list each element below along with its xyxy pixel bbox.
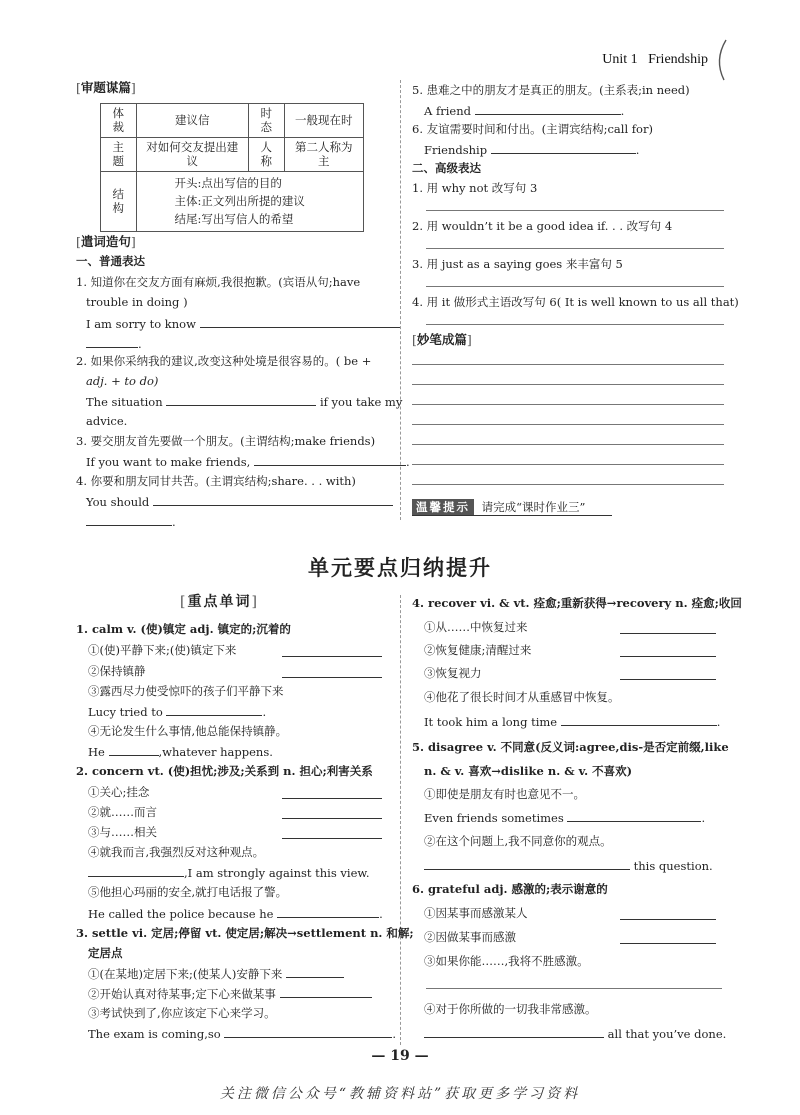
writing-line[interactable] (426, 324, 724, 325)
vocab-answer: all that you’ve done. (424, 1026, 726, 1041)
answer-6: Friendship . (424, 143, 640, 157)
writing-line[interactable] (412, 384, 724, 385)
vocab-item: ①关心;挂念 (88, 785, 150, 799)
vocab-answer: Lucy tried to . (88, 705, 267, 719)
table-row (101, 171, 364, 231)
writing-line[interactable] (412, 444, 724, 445)
vocab-item: ①(在某地)定居下来;(使某人)安静下来 (88, 966, 344, 981)
writing-line[interactable] (412, 464, 724, 465)
structure-line: 主体:正文列出所提的建议 (174, 193, 305, 208)
writing-line[interactable] (412, 404, 724, 405)
answer-blank[interactable] (561, 714, 717, 726)
rewrite-1: 1. 用 why not 改写句 3 (412, 181, 538, 195)
question-1: 1. 知道你在交友方面有麻烦,我很抱歉。(宾语从句;have (76, 275, 361, 289)
word-settle-cont: 定居点 (88, 946, 123, 960)
table-cell: 建议信 (136, 104, 249, 138)
qianci-heading: [遣词造句] (76, 234, 136, 249)
answer-4: You should (86, 494, 393, 509)
question-2-cont: adj. + to do) (86, 374, 159, 388)
table-row (101, 104, 364, 138)
tip-text: 请完成“课时作业三” (481, 500, 586, 514)
table-cell: 第二人称为主 (284, 137, 364, 171)
shenti-heading: [审题谋篇] (76, 80, 136, 95)
header-curve-decoration (712, 38, 732, 82)
unit-label: Unit 1 (602, 52, 638, 67)
answer-blank[interactable] (109, 744, 159, 756)
answer-blank[interactable] (200, 316, 400, 328)
vocab-item: ②因做某事而感激 (424, 930, 516, 944)
vocab-answer: He called the police because he . (88, 907, 383, 921)
column-divider-bottom (400, 595, 401, 1045)
vocab-item: ④对于你所做的一切我非常感激。 (424, 1002, 597, 1016)
answer-blank[interactable] (86, 336, 138, 348)
question-3: 3. 要交朋友首先要做一个朋友。(主谓结构;make friends) (76, 434, 376, 448)
question-5: 5. 患难之中的朋友才是真正的朋友。(主系表;in need) (412, 83, 690, 97)
answer-blank[interactable] (86, 514, 172, 526)
structure-line: 开头:点出写信的目的 (174, 175, 282, 190)
answer-blank[interactable] (567, 810, 701, 822)
table-cell: 体裁 (101, 104, 137, 138)
section-title: 单元要点归纳提升 (308, 556, 492, 580)
tip-banner (412, 500, 612, 516)
vocab-item: ②恢复健康;清醒过来 (424, 643, 532, 657)
table-cell: 人称 (249, 137, 285, 171)
table-cell: 一般现在时 (284, 104, 364, 138)
vocab-item: ①从……中恢复过来 (424, 620, 528, 634)
vocab-item: ②保持镇静 (88, 664, 146, 678)
gaoji-heading: 二、高级表达 (412, 161, 481, 175)
table-row (101, 137, 364, 171)
miaobi-heading: [妙笔成篇] (412, 332, 472, 347)
answer-blank[interactable] (282, 787, 382, 799)
word-grateful: 6. grateful adj. 感激的;表示谢意的 (412, 882, 608, 896)
question-4: 4. 你要和朋友同甘共苦。(主谓宾结构;share. . . with) (76, 474, 356, 488)
answer-blank[interactable] (286, 966, 344, 978)
answer-blank[interactable] (153, 494, 393, 506)
vocab-item: ④无论发生什么事情,他总能保持镇静。 (88, 724, 288, 738)
answer-blank[interactable] (282, 827, 382, 839)
rewrite-3: 3. 用 just as a saying goes 来丰富句 5 (412, 257, 623, 271)
vocab-item: ④就我而言,我强烈反对这种观点。 (88, 845, 265, 859)
vocab-item: ③如果你能……,我将不胜感激。 (424, 954, 589, 968)
answer-blank[interactable] (475, 103, 621, 115)
vocab-answer: ,I am strongly against this view. (88, 865, 370, 880)
answer-blank[interactable] (254, 454, 406, 466)
vocab-item: ③与……相关 (88, 825, 157, 839)
answer-blank[interactable] (424, 858, 630, 870)
vocab-answer: this question. (424, 858, 713, 873)
question-2: 2. 如果你采纳我的建议,改变这种处境是很容易的。( be + (76, 354, 372, 368)
vocab-item: ①因某事而感激某人 (424, 906, 528, 920)
writing-line[interactable] (426, 286, 724, 287)
putong-heading: 一、普通表达 (76, 254, 145, 268)
answer-blank[interactable] (277, 906, 379, 918)
answer-blank[interactable] (282, 807, 382, 819)
word-concern: 2. concern vt. (使)担忧;涉及;关系到 n. 担心;利害关系 (76, 764, 373, 778)
answer-blank[interactable] (424, 1026, 604, 1038)
answer-4-cont: . (86, 514, 176, 529)
vocab-item: ⑤他担心玛丽的安全,就打电话报了警。 (88, 885, 288, 899)
rewrite-2: 2. 用 wouldn’t it be a good idea if. . . 改写句 4 (412, 219, 673, 233)
question-1-cont: trouble in doing ) (86, 295, 188, 309)
word-calm: 1. calm v. (使)镇定 adj. 镇定的;沉着的 (76, 622, 291, 636)
writing-line[interactable] (412, 424, 724, 425)
writing-line[interactable] (412, 484, 724, 485)
footer-note: 关注微信公众号“教辅资料站”获取更多学习资料 (219, 1086, 581, 1102)
page-number: — 19 — (371, 1048, 429, 1064)
answer-blank[interactable] (280, 986, 372, 998)
structure-cell (136, 171, 364, 231)
word-disagree: 5. disagree v. 不同意(反义词:agree,dis-是否定前缀,like (412, 740, 729, 754)
vocab-answer: It took him a long time . (424, 715, 721, 729)
question-6: 6. 友谊需要时间和付出。(主谓宾结构;call for) (412, 122, 653, 136)
tip-label: 温馨提示 (412, 499, 474, 515)
vocab-item: ②就……而言 (88, 805, 157, 819)
writing-line[interactable] (426, 988, 722, 989)
answer-blank[interactable] (620, 932, 716, 944)
vocab-answer: Even friends sometimes . (424, 811, 706, 825)
table-cell: 对如何交友提出建议 (136, 137, 249, 171)
vocab-answer: He ,whatever happens. (88, 745, 273, 759)
answer-1-cont: . (86, 336, 142, 351)
vocab-item: ③恢复视力 (424, 666, 482, 680)
writing-line[interactable] (426, 248, 724, 249)
vocab-item: ①(使)平静下来;(使)镇定下来 (88, 643, 237, 657)
table-cell: 时态 (249, 104, 285, 138)
word-recover: 4. recover vi. & vt. 痊愈;重新获得→recovery n. 痊愈;收回 (412, 596, 742, 610)
writing-line[interactable] (412, 364, 724, 365)
answer-blank[interactable] (620, 622, 716, 634)
unit-title: Friendship (648, 52, 708, 67)
answer-2: The situation if you take my (86, 395, 403, 409)
structure-line: 结尾:写出写信人的希望 (174, 212, 294, 227)
answer-1: I am sorry to know (86, 316, 400, 331)
rewrite-4: 4. 用 it 做形式主语改写句 6( It is well known to us all that) (412, 295, 739, 309)
table-cell: 主题 (101, 137, 137, 171)
answer-blank[interactable] (166, 704, 262, 716)
page-header (602, 52, 708, 68)
answer-blank[interactable] (88, 865, 184, 877)
answer-blank[interactable] (620, 645, 716, 657)
answer-blank[interactable] (282, 645, 382, 657)
vocab-item: ①即使是朋友有时也意见不一。 (424, 787, 585, 801)
answer-blank[interactable] (620, 668, 716, 680)
vocab-item: ②开始认真对待某事;定下心来做某事 (88, 986, 372, 1001)
answer-blank[interactable] (620, 908, 716, 920)
vocab-item: ③考试快到了,你应该定下心来学习。 (88, 1006, 276, 1020)
answer-2-cont: advice. (86, 414, 128, 428)
word-settle: 3. settle vi. 定居;停留 vt. 使定居;解决→settlement n. 和解; (76, 926, 414, 940)
writing-line[interactable] (426, 210, 724, 211)
word-disagree-cont: n. & v. 喜欢→dislike n. & v. 不喜欢) (424, 764, 633, 778)
answer-5: A friend . (424, 104, 625, 118)
answer-blank[interactable] (491, 142, 636, 154)
table-cell: 结构 (101, 171, 137, 231)
answer-3: If you want to make friends, . (86, 455, 410, 469)
answer-blank[interactable] (224, 1026, 392, 1038)
answer-blank[interactable] (166, 394, 316, 406)
vocab-item: ④他花了很长时间才从重感冒中恢复。 (424, 690, 620, 704)
vocab-answer: The exam is coming,so . (88, 1027, 396, 1041)
writing-plan-table (100, 103, 364, 232)
answer-blank[interactable] (282, 666, 382, 678)
vocab-item: ②在这个问题上,我不同意你的观点。 (424, 834, 612, 848)
vocab-item: ③露西尽力使受惊吓的孩子们平静下来 (88, 684, 284, 698)
vocab-heading: [重点单词] (180, 594, 259, 610)
